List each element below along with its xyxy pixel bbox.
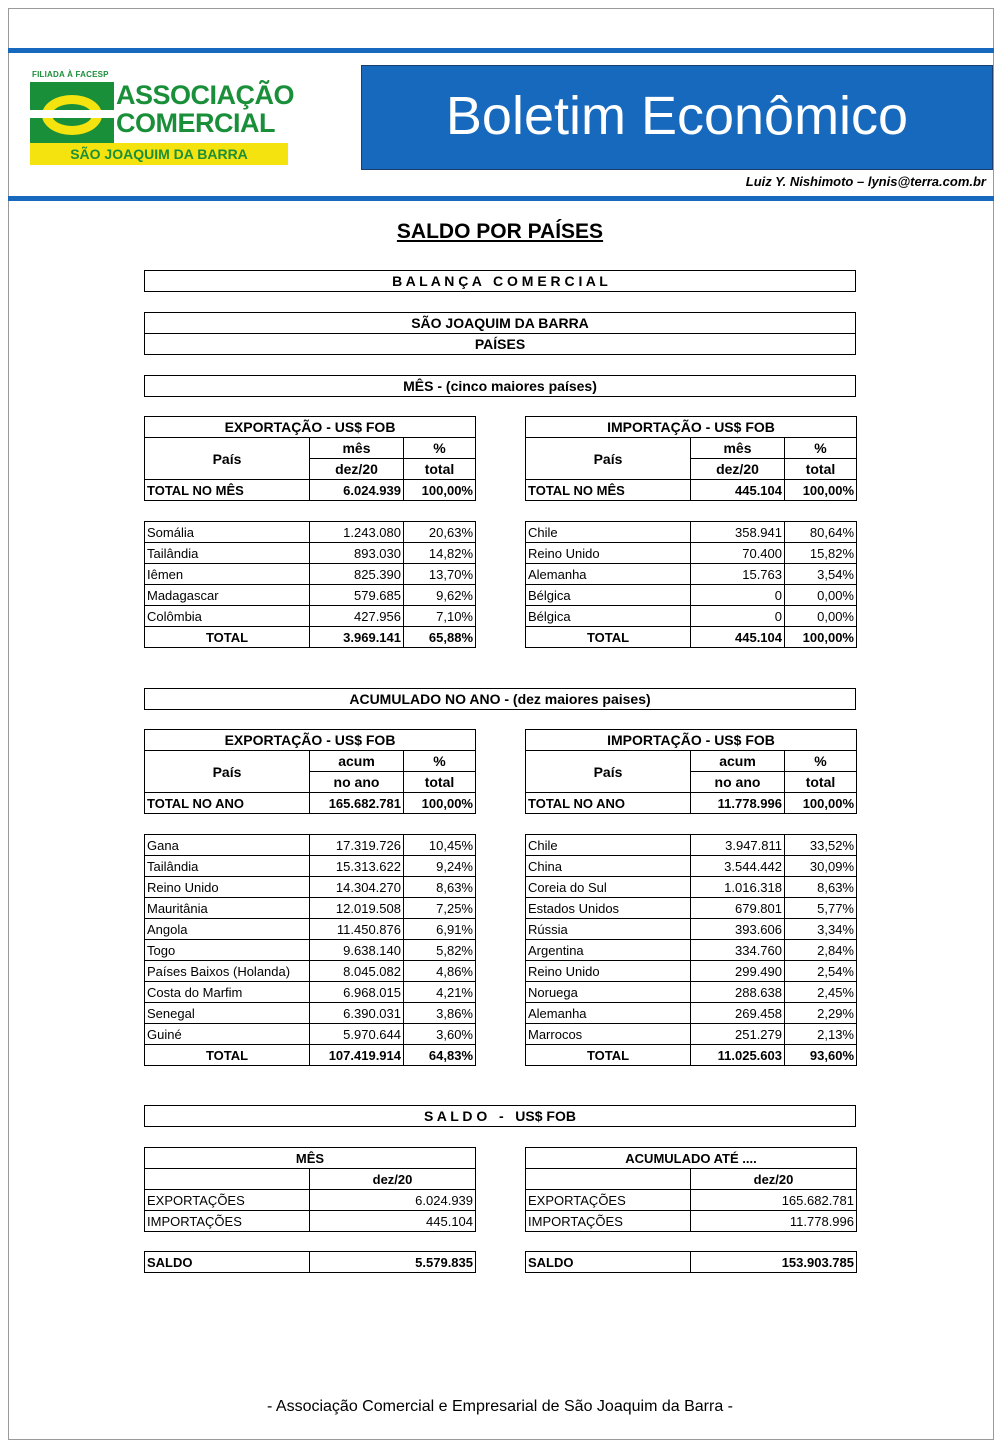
sum-pct: 65,88% xyxy=(404,627,476,648)
cell-value: 251.279 xyxy=(691,1024,785,1045)
table-row xyxy=(526,919,857,940)
cell-pct: 3,34% xyxy=(785,919,857,940)
cell-country: Coreia do Sul xyxy=(526,877,691,898)
table-row xyxy=(526,522,857,543)
cell-pct: 9,62% xyxy=(404,585,476,606)
table-row xyxy=(145,1003,476,1024)
cell-value: 893.030 xyxy=(310,543,404,564)
sum-label: TOTAL xyxy=(526,1045,691,1066)
cell-pct: 4,86% xyxy=(404,961,476,982)
saldo-acum-period: dez/20 xyxy=(691,1169,857,1190)
cell-pct: 80,64% xyxy=(785,522,857,543)
cell-country: Gana xyxy=(145,835,310,856)
city-box xyxy=(144,312,856,355)
cell-value: 12.019.508 xyxy=(310,898,404,919)
logo-emblem-icon xyxy=(30,82,114,146)
cell-country: Argentina xyxy=(526,940,691,961)
ano-import-header: IMPORTAÇÃO - US$ FOB xyxy=(526,730,857,751)
cell-country: Estados Unidos xyxy=(526,898,691,919)
logo-tag: FILIADA À FACESP xyxy=(32,70,109,79)
cell-pct: 10,45% xyxy=(404,835,476,856)
cell-value: 579.685 xyxy=(310,585,404,606)
table-row xyxy=(526,982,857,1003)
saldo-value: 153.903.785 xyxy=(691,1252,857,1273)
cell-pct: 6,91% xyxy=(404,919,476,940)
cell-country: Guiné xyxy=(145,1024,310,1045)
cell-value: 14.304.270 xyxy=(310,877,404,898)
col-pct-2: total xyxy=(404,459,476,480)
cell-country: Reino Unido xyxy=(526,961,691,982)
cell-pct: 33,52% xyxy=(785,835,857,856)
ano-export-rows-table xyxy=(144,834,476,1066)
saldo-label: SALDO xyxy=(526,1252,691,1273)
cell-pct: 7,10% xyxy=(404,606,476,627)
table-row xyxy=(145,1024,476,1045)
saldo-mes-period: dez/20 xyxy=(310,1169,476,1190)
cell-pct: 14,82% xyxy=(404,543,476,564)
cell-value: 288.638 xyxy=(691,982,785,1003)
saldo-acum-result-table xyxy=(525,1251,857,1273)
header-bottom-rule xyxy=(8,196,994,201)
col-pct-1: % xyxy=(785,751,857,772)
table-row xyxy=(145,606,476,627)
cell-pct: 9,24% xyxy=(404,856,476,877)
table-row xyxy=(145,877,476,898)
cell-value: 5.970.644 xyxy=(310,1024,404,1045)
empty-cell xyxy=(526,1169,691,1190)
sum-value: 3.969.141 xyxy=(310,627,404,648)
empty-cell xyxy=(145,1169,310,1190)
table-row xyxy=(145,543,476,564)
section-title: SALDO POR PAÍSES xyxy=(396,220,604,243)
total-value: 165.682.781 xyxy=(310,793,404,814)
cell-pct: 8,63% xyxy=(404,877,476,898)
logo-line-2: COMERCIAL xyxy=(116,108,275,138)
mes-export-rows-table xyxy=(144,521,476,648)
saldo-mes-header: MÊS xyxy=(145,1148,476,1169)
cell-value: 1.243.080 xyxy=(310,522,404,543)
cell-value: 6.968.015 xyxy=(310,982,404,1003)
cell-pct: 5,77% xyxy=(785,898,857,919)
table-row xyxy=(526,835,857,856)
ano-import-rows-table xyxy=(525,834,857,1066)
table-row xyxy=(145,564,476,585)
table-row xyxy=(145,898,476,919)
total-value: 6.024.939 xyxy=(310,480,404,501)
cell-pct: 0,00% xyxy=(785,585,857,606)
balanca-box: B A L A N Ç A C O M E R C I A L xyxy=(144,270,856,292)
total-label: TOTAL NO ANO xyxy=(526,793,691,814)
table-row xyxy=(145,856,476,877)
col-val-2: dez/20 xyxy=(691,459,785,480)
table-row xyxy=(526,898,857,919)
cell-country: China xyxy=(526,856,691,877)
cell-value: 70.400 xyxy=(691,543,785,564)
export-label: EXPORTAÇÕES xyxy=(145,1190,310,1211)
sum-value: 445.104 xyxy=(691,627,785,648)
header-top-rule xyxy=(8,48,994,53)
saldo-label: SALDO xyxy=(145,1252,310,1273)
cell-value: 1.016.318 xyxy=(691,877,785,898)
col-val-1: acum xyxy=(691,751,785,772)
col-pais: País xyxy=(145,751,310,793)
cell-value: 15.313.622 xyxy=(310,856,404,877)
mes-import-header-table xyxy=(525,416,857,501)
sum-label: TOTAL xyxy=(145,1045,310,1066)
cell-pct: 7,25% xyxy=(404,898,476,919)
ano-export-header-table xyxy=(144,729,476,814)
saldo-value: 5.579.835 xyxy=(310,1252,476,1273)
cell-country: Tailândia xyxy=(145,543,310,564)
table-row xyxy=(526,1024,857,1045)
cell-value: 6.390.031 xyxy=(310,1003,404,1024)
col-pct-2: total xyxy=(404,772,476,793)
cell-country: Bélgica xyxy=(526,585,691,606)
cell-country: Mauritânia xyxy=(145,898,310,919)
table-row xyxy=(526,543,857,564)
ano-export-header: EXPORTAÇÃO - US$ FOB xyxy=(145,730,476,751)
cell-country: Marrocos xyxy=(526,1024,691,1045)
cell-pct: 3,86% xyxy=(404,1003,476,1024)
col-val-1: mês xyxy=(310,438,404,459)
sum-pct: 64,83% xyxy=(404,1045,476,1066)
logo-line-1: ASSOCIAÇÃO xyxy=(116,80,295,110)
cell-value: 427.956 xyxy=(310,606,404,627)
total-pct: 100,00% xyxy=(785,793,857,814)
col-pct-1: % xyxy=(785,438,857,459)
cell-value: 825.390 xyxy=(310,564,404,585)
table-row xyxy=(526,606,857,627)
cell-pct: 5,82% xyxy=(404,940,476,961)
sum-pct: 100,00% xyxy=(785,627,857,648)
saldo-mes-table xyxy=(144,1147,476,1232)
cell-country: Países Baixos (Holanda) xyxy=(145,961,310,982)
sum-pct: 93,60% xyxy=(785,1045,857,1066)
table-row xyxy=(526,856,857,877)
cell-pct: 3,54% xyxy=(785,564,857,585)
mes-import-rows-table xyxy=(525,521,857,648)
mes-export-header: EXPORTAÇÃO - US$ FOB xyxy=(145,417,476,438)
cell-country: Angola xyxy=(145,919,310,940)
sum-label: TOTAL xyxy=(145,627,310,648)
table-row xyxy=(526,564,857,585)
col-val-2: no ano xyxy=(691,772,785,793)
total-pct: 100,00% xyxy=(404,480,476,501)
col-pct-2: total xyxy=(785,459,857,480)
footer-text: - Associação Comercial e Empresarial de São Joaquim da Barra - xyxy=(267,1398,733,1415)
cell-country: Somália xyxy=(145,522,310,543)
cell-country: Iêmen xyxy=(145,564,310,585)
total-label: TOTAL NO MÊS xyxy=(526,480,691,501)
cell-country: Chile xyxy=(526,835,691,856)
logo-city-band: SÃO JOAQUIM DA BARRA xyxy=(30,143,288,165)
cell-pct: 20,63% xyxy=(404,522,476,543)
sum-label: TOTAL xyxy=(526,627,691,648)
sum-value: 107.419.914 xyxy=(310,1045,404,1066)
cell-value: 334.760 xyxy=(691,940,785,961)
import-value: 11.778.996 xyxy=(691,1211,857,1232)
total-label: TOTAL NO MÊS xyxy=(145,480,310,501)
col-pais: País xyxy=(526,751,691,793)
cell-value: 393.606 xyxy=(691,919,785,940)
cell-pct: 8,63% xyxy=(785,877,857,898)
cell-pct: 30,09% xyxy=(785,856,857,877)
cell-value: 679.801 xyxy=(691,898,785,919)
cell-pct: 15,82% xyxy=(785,543,857,564)
col-pais: País xyxy=(526,438,691,480)
city-subtitle: PAÍSES xyxy=(474,336,526,352)
cell-pct: 2,84% xyxy=(785,940,857,961)
cell-country: Senegal xyxy=(145,1003,310,1024)
col-val-2: no ano xyxy=(310,772,404,793)
ano-title-box: ACUMULADO NO ANO - (dez maiores paises) xyxy=(144,688,856,710)
saldo-title-box: S A L D O - US$ FOB xyxy=(144,1105,856,1127)
cell-country: Tailândia xyxy=(145,856,310,877)
cell-pct: 4,21% xyxy=(404,982,476,1003)
mes-export-header-table xyxy=(144,416,476,501)
import-label: IMPORTAÇÕES xyxy=(145,1211,310,1232)
cell-value: 8.045.082 xyxy=(310,961,404,982)
cell-country: Chile xyxy=(526,522,691,543)
saldo-mes-result-table xyxy=(144,1251,476,1273)
cell-value: 299.490 xyxy=(691,961,785,982)
table-row xyxy=(145,522,476,543)
cell-value: 0 xyxy=(691,606,785,627)
cell-country: Reino Unido xyxy=(145,877,310,898)
cell-country: Alemanha xyxy=(526,564,691,585)
cell-country: Togo xyxy=(145,940,310,961)
table-row xyxy=(526,585,857,606)
ano-import-header-table xyxy=(525,729,857,814)
cell-value: 3.947.811 xyxy=(691,835,785,856)
col-val-1: mês xyxy=(691,438,785,459)
export-label: EXPORTAÇÕES xyxy=(526,1190,691,1211)
export-value: 6.024.939 xyxy=(310,1190,476,1211)
cell-value: 9.638.140 xyxy=(310,940,404,961)
table-row xyxy=(526,940,857,961)
table-row xyxy=(145,940,476,961)
cell-country: Bélgica xyxy=(526,606,691,627)
cell-value: 0 xyxy=(691,585,785,606)
col-val-1: acum xyxy=(310,751,404,772)
cell-pct: 13,70% xyxy=(404,564,476,585)
cell-pct: 2,54% xyxy=(785,961,857,982)
table-row xyxy=(526,961,857,982)
cell-pct: 2,29% xyxy=(785,1003,857,1024)
table-row xyxy=(145,835,476,856)
table-row xyxy=(526,1003,857,1024)
col-val-2: dez/20 xyxy=(310,459,404,480)
import-label: IMPORTAÇÕES xyxy=(526,1211,691,1232)
mes-import-header: IMPORTAÇÃO - US$ FOB xyxy=(526,417,857,438)
cell-country: Alemanha xyxy=(526,1003,691,1024)
city-name: SÃO JOAQUIM DA BARRA xyxy=(145,313,855,334)
sum-value: 11.025.603 xyxy=(691,1045,785,1066)
cell-country: Costa do Marfim xyxy=(145,982,310,1003)
cell-pct: 0,00% xyxy=(785,606,857,627)
cell-country: Noruega xyxy=(526,982,691,1003)
col-pct-1: % xyxy=(404,751,476,772)
saldo-acum-header: ACUMULADO ATÉ .... xyxy=(526,1148,857,1169)
col-pct-1: % xyxy=(404,438,476,459)
cell-value: 15.763 xyxy=(691,564,785,585)
cell-country: Madagascar xyxy=(145,585,310,606)
table-row xyxy=(526,877,857,898)
table-row xyxy=(145,585,476,606)
total-pct: 100,00% xyxy=(785,480,857,501)
cell-value: 17.319.726 xyxy=(310,835,404,856)
cell-country: Reino Unido xyxy=(526,543,691,564)
table-row xyxy=(145,982,476,1003)
mes-title-box: MÊS - (cinco maiores países) xyxy=(144,375,856,397)
cell-value: 3.544.442 xyxy=(691,856,785,877)
total-label: TOTAL NO ANO xyxy=(145,793,310,814)
cell-value: 358.941 xyxy=(691,522,785,543)
export-value: 165.682.781 xyxy=(691,1190,857,1211)
author-credit: Luiz Y. Nishimoto – lynis@terra.com.br xyxy=(745,174,986,189)
col-pct-2: total xyxy=(785,772,857,793)
banner-title: Boletim Econômico xyxy=(361,65,993,170)
import-value: 445.104 xyxy=(310,1211,476,1232)
total-pct: 100,00% xyxy=(404,793,476,814)
table-row xyxy=(145,919,476,940)
cell-pct: 2,13% xyxy=(785,1024,857,1045)
cell-country: Colômbia xyxy=(145,606,310,627)
total-value: 11.778.996 xyxy=(691,793,785,814)
cell-country: Rússia xyxy=(526,919,691,940)
cell-pct: 3,60% xyxy=(404,1024,476,1045)
col-pais: País xyxy=(145,438,310,480)
saldo-acum-table xyxy=(525,1147,857,1232)
total-value: 445.104 xyxy=(691,480,785,501)
cell-value: 11.450.876 xyxy=(310,919,404,940)
association-logo xyxy=(30,70,295,166)
cell-value: 269.458 xyxy=(691,1003,785,1024)
cell-pct: 2,45% xyxy=(785,982,857,1003)
table-row xyxy=(145,961,476,982)
